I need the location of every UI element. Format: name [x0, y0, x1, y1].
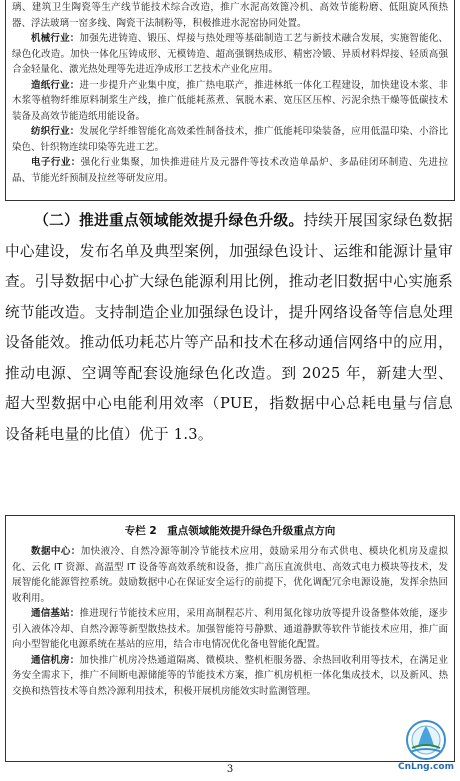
cnlng-logo-graphic — [398, 718, 454, 762]
basestation-lead: 通信基站： — [31, 608, 80, 619]
main-paragraph — [5, 206, 453, 450]
electronics-text: 强化行业集聚，加快推进硅片及元器件等技术改造单晶炉、多晶硅闭环制造、先进拉晶、节能光纤预制及拉丝等研发应用。 — [12, 157, 448, 184]
datacenter-lead: 数据中心： — [31, 546, 81, 557]
machinery-text: 加强先进铸造、锻压、焊接与热处理等基础制造工艺与新技术融合发展，实施智能化、绿色化改造。加快一体化压铸成形、无模铸造、超高强钢热成形、精密冷锻、异质材料焊接、轻质高强合金轻量化、激光热处理等先进近净成形工艺技术产业化应用。 — [12, 33, 448, 75]
box2-paragraph-machine-room — [6, 653, 454, 700]
column-box-industries — [5, 0, 455, 201]
box1-paragraph-paper — [6, 78, 454, 125]
datacenter-text: 加快液冷、自然冷源等制冷节能技术应用，鼓励采用分布式供电、模块化机房及虚拟化、云化 IT 资源、高温型 IT 设备等高效系统和设备，推广高压直流供电、高效式电力模块等技术，发展智能化能源管控系统。鼓励数据中心在保证安全运行的前提下，优化调配冗余电源设施，发挥余热回收利用。 — [12, 546, 448, 604]
machine-room-text: 加快推广机房冷热通道隔离、微模块、整机柜服务器、余热回收利用等技术，在满足业务安全需求下，推广不间断电源储能等的节能技术方案，推广机房机柜一体化集成技术，以及新风、热交换和热管技术等自然冷源利用技术，积极开展机房能效实时监测管理。 — [12, 654, 448, 697]
box1-paragraph-0: 璃、建筑卫生陶瓷等生产线节能技术综合改造，推广水泥高效篦冷机、高效节能粉磨、低阻旋风预热器、浮法玻璃一窑多线、陶瓷干法制粉等，积极推进水泥窑协同处置。 — [12, 2, 448, 29]
paper-text: 进一步提升产业集中度，推广热电联产，推进林纸一体化工程建设，加快建设木浆、非木浆等植物纤维原料制浆生产线，推广低能耗蒸煮、氧脱木素、宽压区压榨、污泥余热干燥等低碳技术装备及高效节能造纸用能设备。 — [12, 79, 448, 122]
basestation-text: 推进现行节能技术应用，采用高制程芯片、利用氮化镓功放等提升设备整体效能，逐步引入液体冷却、自然冷源等新型散热技术。加强智能符号静默、通道静默等软件节能技术应用，推广面向小型智能化电源系统在基站的应用，结合市电情况优化备电智能化配置。 — [12, 608, 448, 650]
main-section — [5, 206, 453, 450]
box2-paragraph-datacenter — [6, 544, 454, 606]
box2-title: 专栏 2 重点领域能效提升绿色升级重点方向 — [124, 525, 336, 537]
page-number: 3 — [226, 764, 234, 775]
paper-lead: 造纸行业： — [31, 79, 80, 91]
box1-paragraph-electronics — [6, 155, 454, 186]
textile-lead: 纺织行业： — [31, 126, 80, 137]
section-body: 持续开展国家绿色数据中心建设，发布名单及典型案例，加强绿色设计、运维和能源计量审查。引导数据中心扩大绿色能源利用比例，推动老旧数据中心实施系统节能改造。支持制造企业加强绿色设计，提升网络设备等信息处理设备能效。推动低功耗芯片等产品和技术在移动通信网络中的应用，推动电源、空调等配套设施绿色化改造。到 2025 年，新建大型、超大型数据中心电能利用效率（PUE，指数据中心总耗电量与信息设备耗电量的比值）优于 1.3。 — [5, 212, 453, 443]
machinery-lead: 机械行业： — [31, 33, 80, 44]
electronics-lead: 电子行业： — [31, 157, 81, 168]
box2-paragraph-basestation — [6, 606, 454, 653]
cnlng-logo-icon — [398, 718, 454, 778]
column-box-2 — [5, 515, 455, 762]
watermark-text: CnLng.com — [398, 762, 454, 772]
machine-room-lead: 通信机房： — [31, 654, 80, 666]
box1-paragraph-textile — [6, 124, 454, 155]
textile-text: 发展化学纤维智能化高效柔性制备技术，推广低能耗印染装备，应用低温印染、小浴比染色、针织物连续印染等先进工艺。 — [12, 126, 448, 153]
section-heading: （二）推进重点领域能效提升绿色升级。 — [34, 212, 304, 229]
box1-paragraph-machinery — [6, 31, 454, 78]
